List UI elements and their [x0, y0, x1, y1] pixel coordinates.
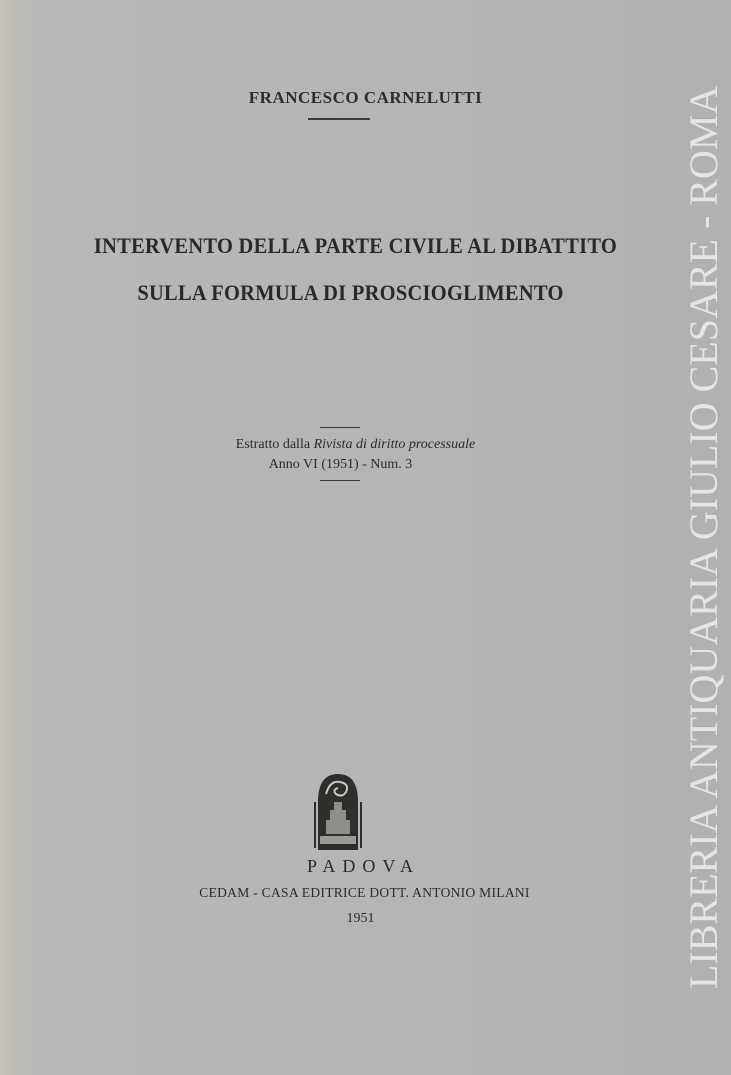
divider: [320, 480, 360, 481]
divider: [308, 118, 370, 120]
title-line-2: SULLA FORMULA DI PROSCIOGLIMENTO: [137, 280, 564, 305]
title-line-1: INTERVENTO DELLA PARTE CIVILE AL DIBATTITO: [93, 233, 618, 258]
journal-name: Rivista di diritto processuale: [313, 437, 476, 452]
publisher-emblem-icon: [312, 772, 364, 852]
issue-line: Anno VI (1951) - Num. 3: [268, 457, 413, 472]
publisher-name: CEDAM - CASA EDITRICE DOTT. ANTONIO MILANI: [199, 885, 530, 900]
watermark: LIBRERIA ANTIQUARIA GIULIO CESARE - ROMA: [681, 85, 726, 989]
divider: [320, 427, 360, 428]
extract-line: [0, 437, 721, 453]
extract-prefix: Estratto dalla: [235, 437, 311, 452]
publication-year: 1951: [346, 911, 375, 926]
author-name: FRANCESCO CARNELUTTI: [248, 88, 483, 107]
publisher-city: PADOVA: [306, 856, 421, 876]
